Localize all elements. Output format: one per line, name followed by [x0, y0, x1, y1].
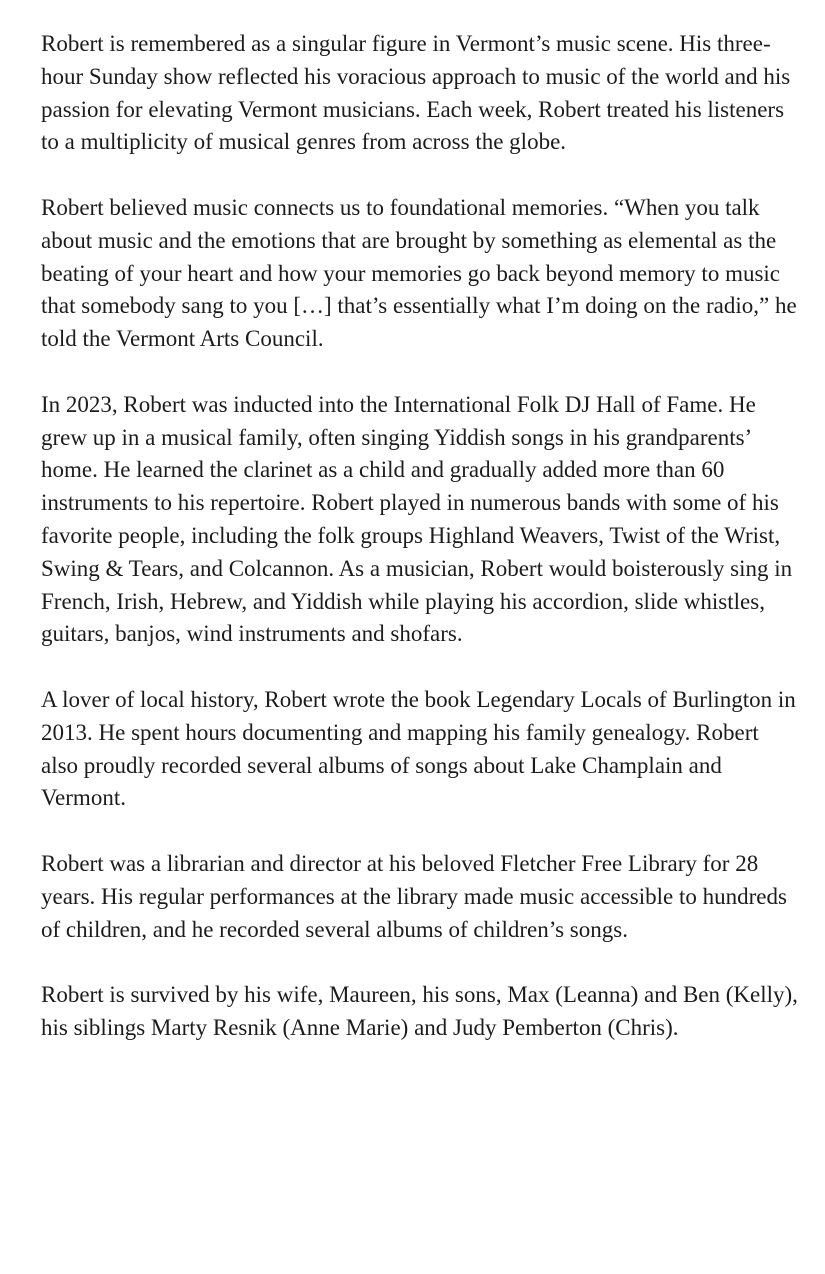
paragraph-hall-of-fame-and-instruments: In 2023, Robert was inducted into the International Folk DJ Hall of Fame. He grew up in a musical family, often singing Yiddish songs in his grandparents’ home. He learned the clarinet as a child and gradually added more than 60 instruments to his repertoire. Robert played in numerous bands with some of his favorite people, including the folk groups Highland Weavers, Twist of the Wrist, Swing & Tears, and Colcannon. As a musician, Robert would boisterously sing in French, Irish, Hebrew, and Yiddish while playing his accordion, slide whistles, guitars, banjos, wind instruments and shofars. — [41, 391, 793, 647]
obituary-article — [41, 28, 801, 1045]
paragraph-local-history: A lover of local history, Robert wrote the book Legendary Locals of Burlington in 2013. He spent hours documenting and mapping his family genealogy. Robert also proudly recorded several albums of songs about Lake Champlain and Vermont. — [41, 686, 796, 811]
paragraph-radio-show: Robert is remembered as a singular figure in Vermont’s music scene. His three-hour Sunday show reflected his voracious approach to music of the world and his passion for elevating Vermont musicians. Each week, Robert treated his listeners to a multiplicity of musical genres from across the globe. — [41, 31, 791, 155]
paragraph-survived-by: Robert is survived by his wife, Maureen, his sons, Max (Leanna) and Ben (Kelly), his siblings Marty Resnik (Anne Marie) and Judy Pemberton (Chris). — [41, 982, 798, 1040]
paragraph-music-memories-quote: Robert believed music connects us to foundational memories. “When you talk about music and the emotions that are brought by something as elemental as the beating of your heart and how your memories go back beyond memory to music that somebody sang to you […] that’s essentially what I’m doing on the radio,” he told the Vermont Arts Council. — [41, 194, 797, 352]
paragraph-librarian-career: Robert was a librarian and director at his beloved Fletcher Free Library for 28 years. His regular performances at the library made music accessible to hundreds of children, and he recorded several albums of children’s songs. — [41, 850, 787, 942]
